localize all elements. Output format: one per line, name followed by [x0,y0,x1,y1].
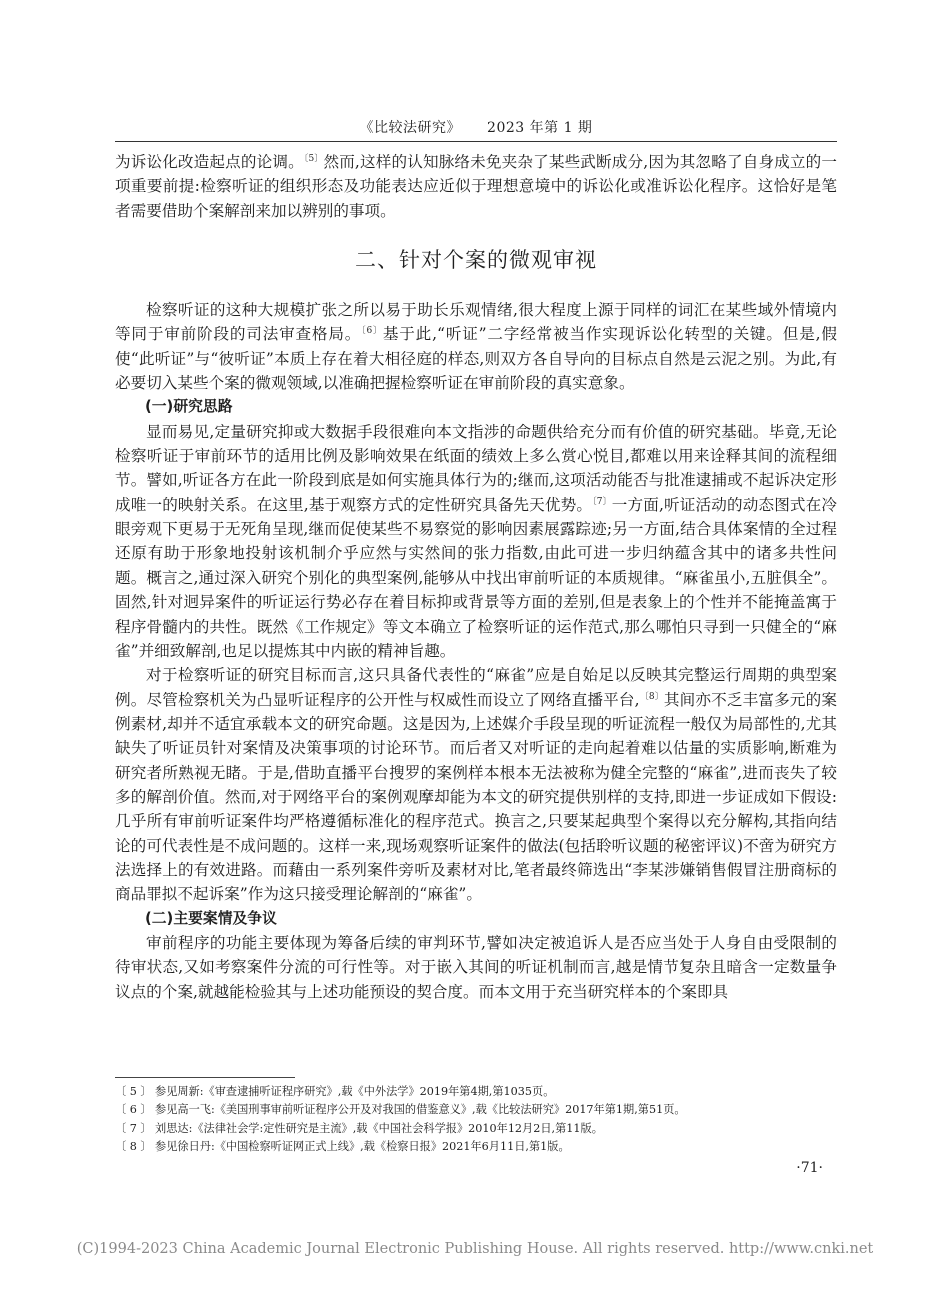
copyright-notice: (C)1994-2023 China Academic Journal Electronic Publishing House. All rights reserved. http://www.cnki.net [76,1241,874,1257]
footnote [115,1138,837,1156]
footnote-ref-6[interactable]: 〔6〕 [361,326,383,337]
footnote-ref-5[interactable]: 〔5〕 [303,154,324,164]
footnote-number: 〔 7 〕 [115,1121,152,1135]
paragraph-text: 其间亦不乏丰富多元的案例素材,却并不适宜承载本文的研究命题。这是因为,上述媒介手段呈现的听证流程一般仅为局部性的,尤其缺失了听证员针对案情及决策事项的讨论环节。而后者又对听证的走向起着难以估量的实质影响,断难为研究者所熟视无睹。于是,借助直播平台搜罗的案例样本根本无法被称为健全完整的“麻雀”,进而丧失了较多的解剖价值。然而,对于网络平台的案例观摩却能为本文的研究提供别样的支持,即进一步证成如下假设:几乎所有审前听证案件均严格遵循标准化的程序范式。换言之,只要某起典型个案得以充分解构,其指向结论的可代表性是不成问题的。这样一来,现场观察听证案件的做法(包括聆听议题的秘密评议)不啻为研究方法选择上的有效进路。而藉由一系列案件旁听及素材对比,笔者最终筛选出“李某涉嫌销售假冒注册商标的商品罪拟不起诉案”作为这只接受理论解剖的“麻雀”。 [115,690,837,904]
journal-name: 《比较法研究》 [359,120,462,136]
paragraph [115,298,837,395]
paragraph [115,931,837,1004]
issue-label: 2023 年第 1 期 [487,120,593,136]
header-divider [115,141,837,142]
subsection-title-research-approach: (一)研究思路 [145,398,233,416]
footnote-number: 〔 6 〕 [115,1103,152,1117]
footnote [115,1120,837,1138]
footnotes [115,1083,837,1157]
paragraph [115,420,837,663]
page-number: ·71· [796,1160,823,1176]
footnote-ref-8[interactable]: 〔8〕 [639,691,664,702]
paragraph-text: 审前程序的功能主要体现为筹备后续的审判环节,譬如决定被追诉人是否应当处于人身自由受限制的待审状态,又如考察案件分流的可行性等。对于嵌入其间的听证机制而言,越是情节复杂且暗含一定数量争议点的个案,就越能检验其与上述功能预设的契合度。而本文用于充当研究样本的个案即具 [115,933,837,1001]
footnote [115,1101,837,1119]
footnote-number: 〔 5 〕 [115,1085,152,1098]
footnote-text: 参见高一飞:《美国刑事审前听证程序公开及对我国的借鉴意义》,载《比较法研究》2017年第1期,第51页。 [155,1103,686,1117]
section-title: 二、针对个案的微观审视 [355,248,597,273]
paragraph-text: 一方面,听证活动的动态图式在冷眼旁观下更易于无死角呈现,继而促使某些不易察觉的影响因素展露踪迹;另一方面,结合具体案情的全过程还原有助于形象地投射该机制介乎应然与实然间的张力指数,由此可进一步归纳蕴含其中的诸多共性问题。概言之,通过深入研究个别化的典型案例,能够从中找出审前听证的本质规律。“麻雀虽小,五脏俱全”。固然,针对迥异案件的听证运行势必存在着目标抑或背景等方面的差别,但是表象上的个性并不能掩盖寓于程序骨髓内的共性。既然《工作规定》等文本确立了检察听证的运作范式,那么哪怕只寻到一只健全的“麻雀”并细致解剖,也足以提炼其中内嵌的精神旨趣。 [115,495,837,660]
article-body [115,150,837,1004]
footnote-text: 参见周新:《审查逮捕听证程序研究》,载《中外法学》2019年第4期,第1035页。 [155,1085,555,1098]
footnote-number: 〔 8 〕 [115,1140,152,1154]
paragraph-text: 显而易见,定量研究抑或大数据手段很难向本文指涉的命题供给充分而有价值的研究基础。毕竟,无论检察听证于审前环节的适用比例及影响效果在纸面的绩效上多么赏心悦目,都难以用来诠释其间的流程细节。譬如,听证各方在此一阶段到底是如何实施具体行为的;继而,这项活动能否与批准逮捕或不起诉决定形成唯一的映射关系。在这里,基于观察方式的定性研究具备先天优势。 [115,422,837,514]
paragraph-text: 对于检察听证的研究目标而言,这只具备代表性的“麻雀”应是自始足以反映其完整运行周期的典型案例。尽管检察机关为凸显听证程序的公开性与权威性而设立了网络直播平台, [115,666,837,709]
footnote-divider [115,1077,295,1078]
footnote-ref-7[interactable]: 〔7〕 [592,496,612,507]
footnote-text: 参见徐日丹:《中国检察听证网正式上线》,载《检察日报》2021年6月11日,第1版。 [155,1140,570,1154]
paragraph-continued [115,150,837,223]
paragraph-text: 基于此,“听证”二字经常被当作实现诉讼化转型的关键。但是,假使“此听证”与“彼听证”本质上存在着大相径庭的样态,则双方各自导向的目标点自然是云泥之别。为此,有必要切入某些个案的微观领域,以准确把握检察听证在审前阶段的真实意象。 [115,325,837,393]
footnote [115,1083,837,1101]
paragraph [115,663,837,906]
journal-page [115,0,837,1290]
running-header [115,117,837,137]
paragraph-text: 为诉讼化改造起点的论调。 [115,153,304,171]
subsection-title-case-facts: (二)主要案情及争议 [145,909,277,927]
paragraph-text: 检察听证的这种大规模扩张之所以易于助长乐观情绪,很大程度上源于同样的词汇在某些域外情境内等同于审前阶段的司法审查格局。 [115,301,837,344]
paragraph-text: 然而,这样的认知脉络未免夹杂了某些武断成分,因为其忽略了自身成立的一项重要前提:检察听证的组织形态及功能表达应近似于理想意境中的诉讼化或准诉讼化程序。这恰好是笔者需要借助个案解剖来加以辨别的事项。 [115,153,837,220]
footnote-text: 刘思达:《法律社会学:定性研究是主流》,载《中国社会科学报》2010年12月2日,第11版。 [155,1121,603,1135]
